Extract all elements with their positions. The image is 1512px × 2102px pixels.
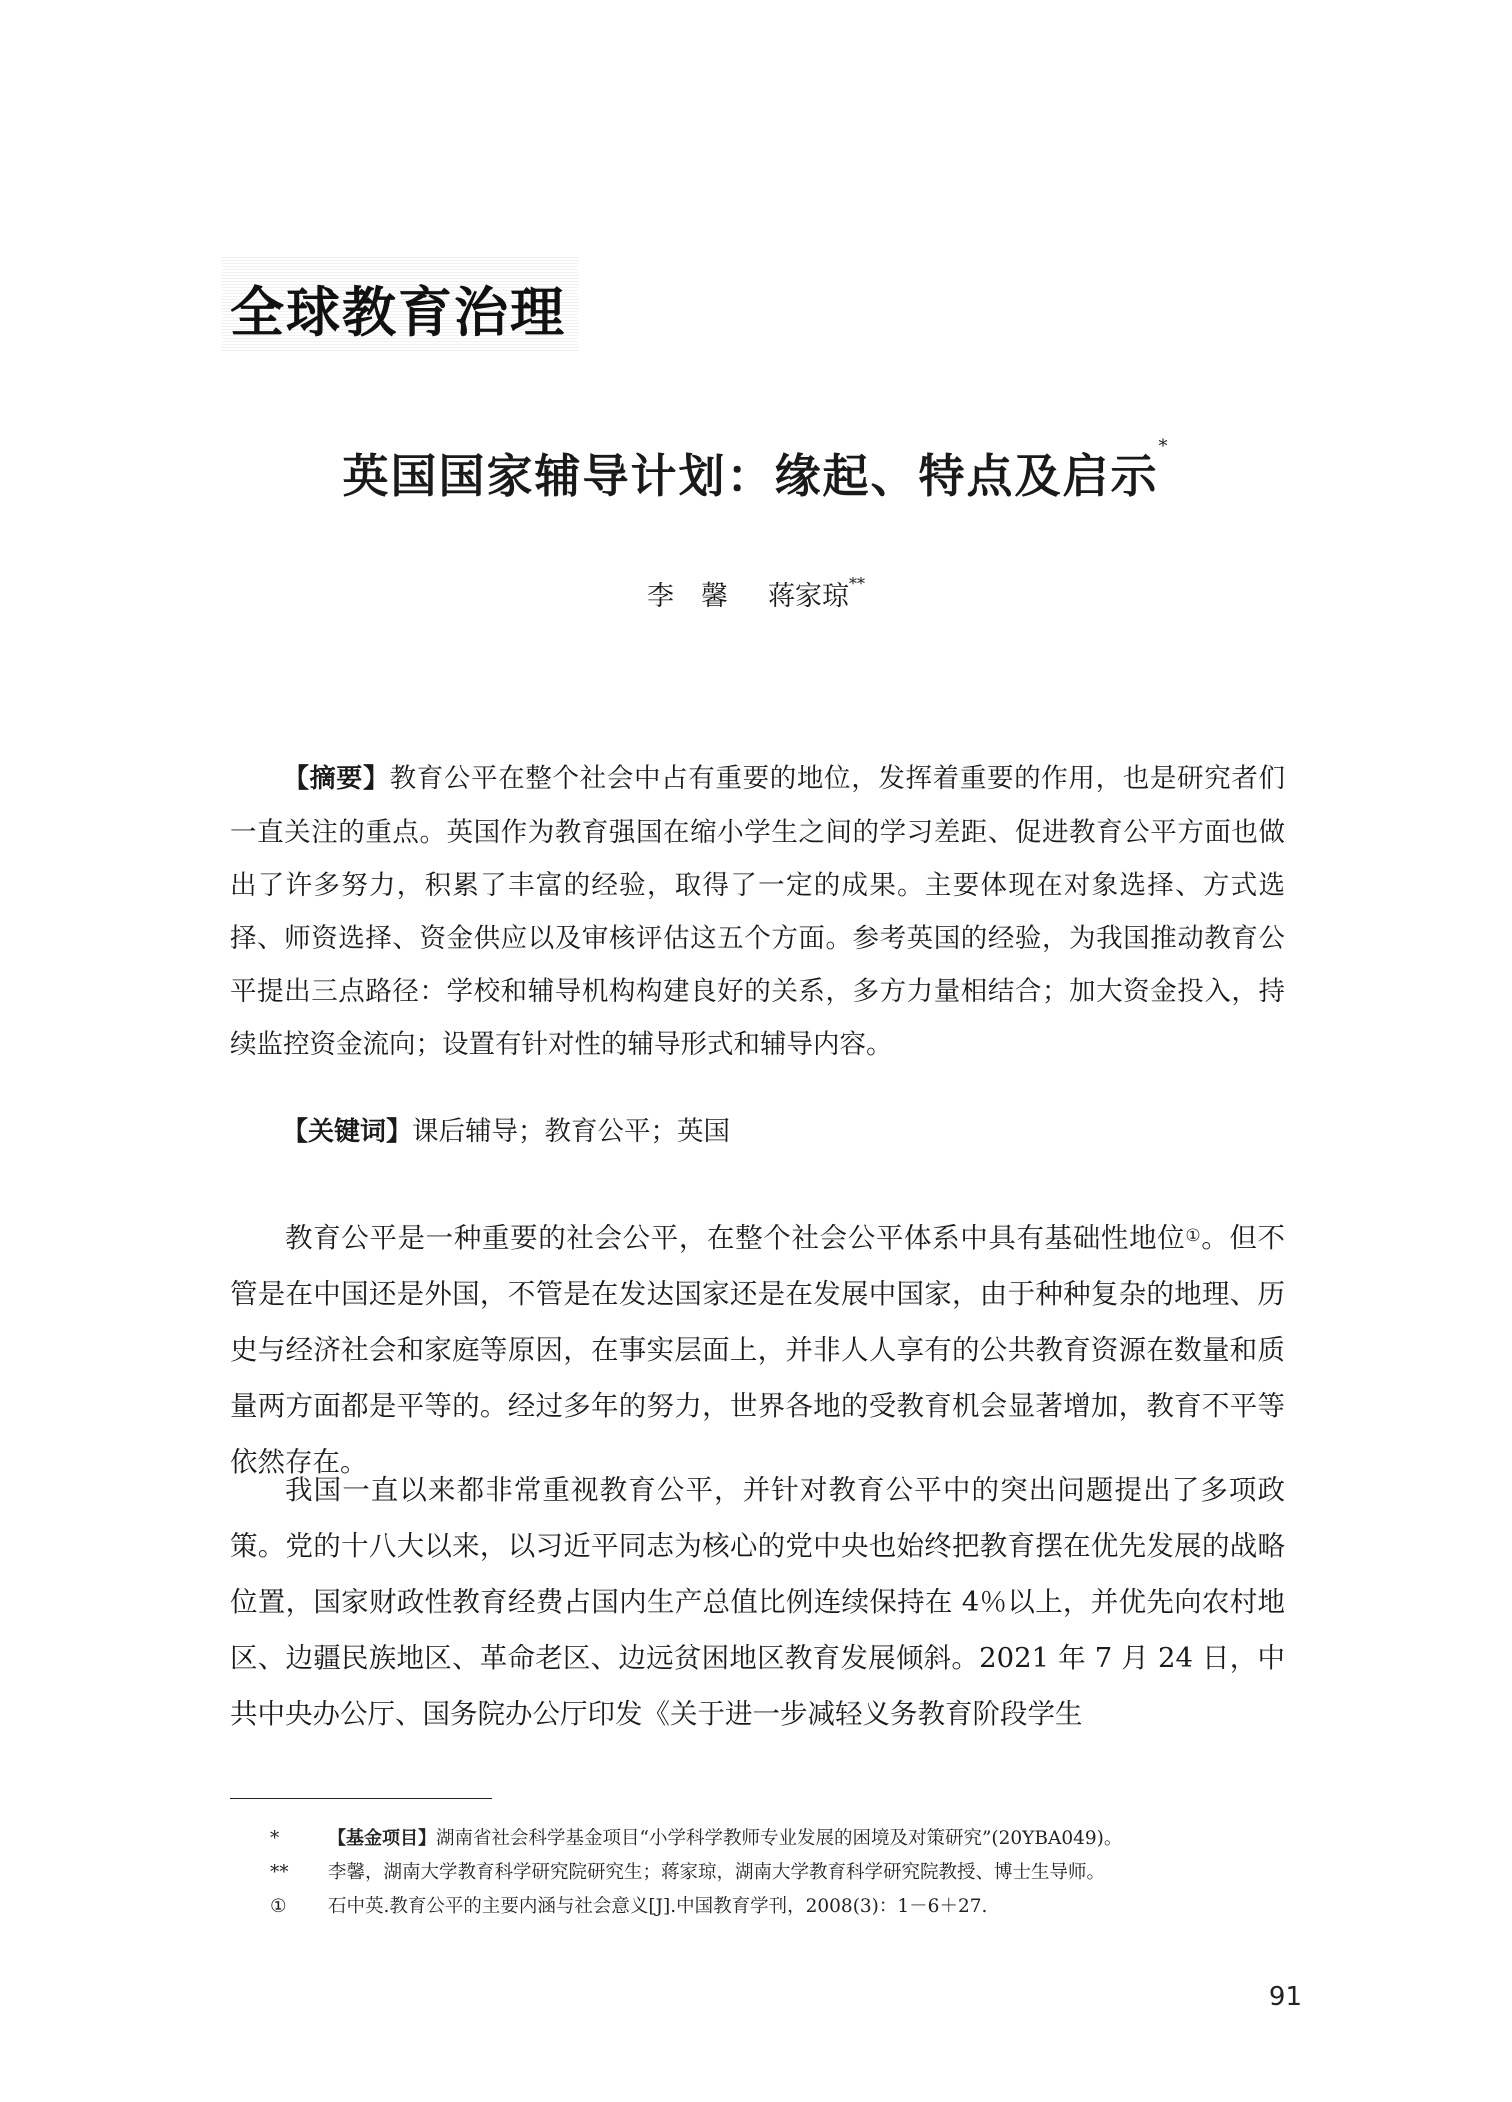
footnote-text: 湖南省社会科学基金项目“小学科学教师专业发展的困境及对策研究”(20YBA049)。 xyxy=(436,1828,1123,1849)
body-paragraph-1-part-b: 。但不管是在中国还是外国，不管是在发达国家还是在发展中国家，由于种种复杂的地理、历史与经济社会和家庭等原因，在事实层面上，并非人人享有的公共教育资源在数量和质量两方面都是平等的。经过多年的努力，世界各地的受教育机会显著增加，教育不平等依然存在。 xyxy=(230,1222,1286,1478)
author-line xyxy=(0,574,1512,613)
footnote-authors xyxy=(270,1856,1310,1890)
body-paragraph-1-part-a: 教育公平是一种重要的社会公平，在整个社会公平体系中具有基础性地位 xyxy=(285,1222,1186,1254)
abstract-text: 教育公平在整个社会中占有重要的地位，发挥着重要的作用，也是研究者们一直关注的重点。英国作为教育强国在缩小学生之间的学习差距、促进教育公平方面也做出了许多努力，积累了丰富的经验，取得了一定的成果。主要体现在对象选择、方式选择、师资选择、资金供应以及审核评估这五个方面。参考英国的经验，为我国推动教育公平提出三点路径：学校和辅导机构构建良好的关系，多方力量相结合；加大资金投入，持续监控资金流向；设置有针对性的辅导形式和辅导内容。 xyxy=(230,763,1285,1060)
abstract xyxy=(230,752,1285,1071)
footnote-text: 李馨，湖南大学教育科学研究院研究生；蒋家琼，湖南大学教育科学研究院教授、博士生导师。 xyxy=(328,1862,1106,1883)
footnote-mark: * xyxy=(270,1828,280,1849)
author-2: 蒋家琼 xyxy=(768,581,849,612)
footnote-mark: ** xyxy=(270,1862,289,1883)
footnote-ref-1: ① xyxy=(1185,1226,1202,1246)
footnotes xyxy=(270,1822,1310,1924)
footnote-label: 【基金项目】 xyxy=(328,1828,436,1849)
footnote-mark: ① xyxy=(270,1896,287,1917)
body-paragraph-2: 我国一直以来都非常重视教育公平，并针对教育公平中的突出问题提出了多项政策。党的十八大以来，以习近平同志为核心的党中央也始终把教育摆在优先发展的战略位置，国家财政性教育经费占国内生产总值比例连续保持在 4％以上，并优先向农村地区、边疆民族地区、革命老区、边远贫困地区教育发展倾斜。2021 年 7 月 24 日，中共中央办公厅、国务院办公厅印发《关于进一步减轻义务教育阶段学生 xyxy=(230,1474,1285,1730)
footnote-fund xyxy=(270,1822,1310,1856)
author-footnote-mark: ** xyxy=(849,574,865,593)
page-number: 91 xyxy=(1268,1982,1302,2012)
keywords xyxy=(282,1112,1282,1152)
keywords-label: 【关键词】 xyxy=(282,1117,413,1147)
footnote-reference xyxy=(270,1890,1310,1924)
footnote-text: 石中英.教育公平的主要内涵与社会意义[J].中国教育学刊，2008(3)：1－6＋27. xyxy=(328,1896,988,1917)
abstract-label: 【摘要】 xyxy=(283,764,390,794)
body-paragraph-1 xyxy=(230,1210,1285,1490)
section-label: 全球教育治理 xyxy=(230,281,566,344)
article-title xyxy=(0,436,1512,506)
keywords-text: 课后辅导；教育公平；英国 xyxy=(412,1116,731,1147)
article-title-text: 英国国家辅导计划：缘起、特点及启示 xyxy=(342,449,1159,503)
author-1: 李 馨 xyxy=(647,581,728,612)
footnote-divider xyxy=(230,1798,492,1799)
title-footnote-mark: * xyxy=(1158,436,1170,457)
